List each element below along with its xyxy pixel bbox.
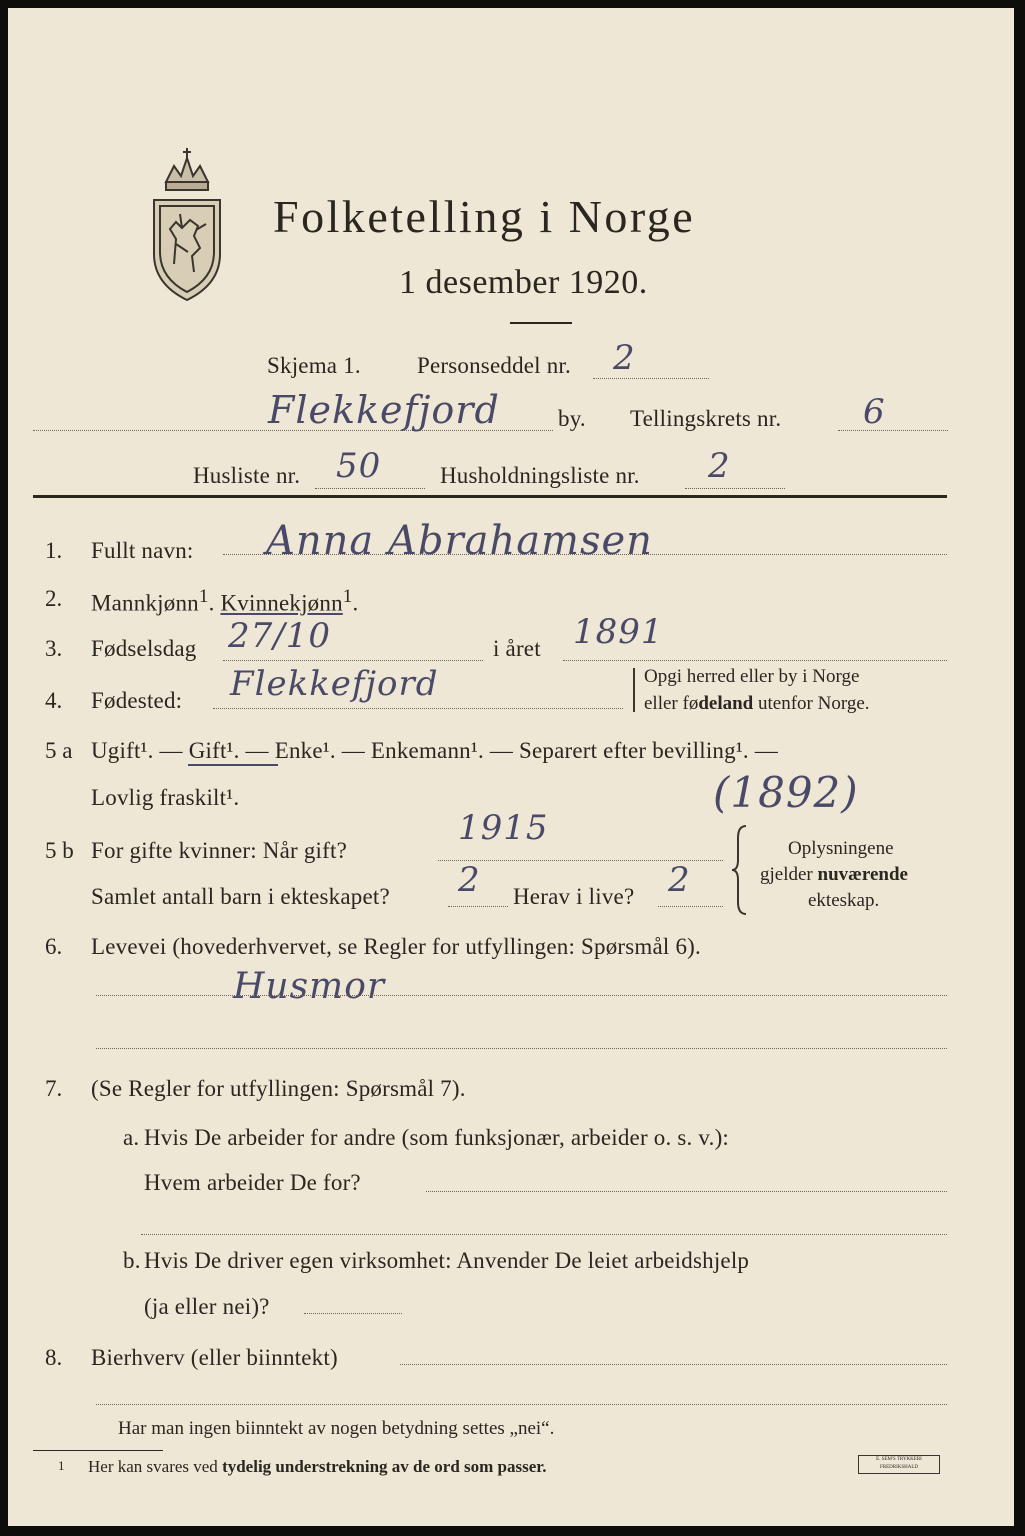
alive-label: Herav i live? — [513, 884, 635, 909]
marriage-note-2: gjelder nuværende — [760, 864, 908, 885]
birthplace-label: Fødested: — [91, 688, 183, 713]
census-form — [8, 8, 1014, 1526]
side-income-field[interactable] — [400, 1364, 947, 1365]
footnote-rule — [33, 1450, 163, 1451]
q3-number: 3. — [45, 636, 63, 661]
form-title: Folketelling i Norge — [273, 191, 696, 242]
personseddel-field[interactable]: 2 — [613, 338, 636, 378]
birthplace-note-1: Opgi herred eller by i Norge — [644, 666, 860, 687]
husliste-label: Husliste nr. — [193, 463, 301, 488]
title-divider — [510, 322, 572, 324]
q8-number: 8. — [45, 1345, 63, 1370]
q7-number: 7. — [45, 1076, 63, 1101]
birthplace-note-2: eller fødeland utenfor Norge. — [644, 693, 870, 714]
tellingskrets-label: Tellingskrets nr. — [630, 406, 782, 431]
birthday-field[interactable]: 27/10 — [228, 616, 331, 656]
q4-number: 4. — [45, 688, 63, 713]
male-option[interactable]: Mannkjønn — [91, 590, 199, 616]
occupation-field[interactable]: Husmor — [233, 966, 386, 1007]
marital-status-options-2[interactable]: Lovlig fraskilt¹. — [91, 785, 240, 810]
alive-field[interactable]: 2 — [668, 860, 691, 900]
by-label: by. — [558, 406, 586, 431]
q2-number: 2. — [45, 586, 63, 611]
husholdning-field[interactable]: 2 — [708, 446, 731, 486]
birthplace-note-brace — [633, 668, 638, 712]
birthday-label: Fødselsdag — [91, 636, 197, 661]
married-when-label: For gifte kvinner: Når gift? — [91, 838, 347, 863]
year-label: i året — [493, 636, 541, 661]
hired-help-label: (ja eller nei)? — [144, 1294, 270, 1319]
employer-extra-line[interactable] — [141, 1234, 947, 1235]
q7b-label: Hvis De driver egen virksomhet: Anvender De leiet arbeidshjelp — [144, 1248, 750, 1273]
q7b-letter: b. — [123, 1248, 141, 1273]
side-income-extra-line[interactable] — [96, 1404, 947, 1405]
header-rule — [33, 495, 947, 498]
full-name-label: Fullt navn: — [91, 538, 194, 563]
occupation-extra-line[interactable] — [96, 1048, 947, 1049]
q5b-number: 5 b — [45, 838, 74, 863]
footnote-number: 1 — [58, 1458, 65, 1473]
q6-number: 6. — [45, 934, 63, 959]
gender-options: Mannkjønn$^1$. Kvinnekjønn$^1$. — [91, 586, 359, 616]
employer-label: Hvem arbeider De for? — [144, 1170, 361, 1195]
marital-annotation: (1892) — [713, 768, 859, 817]
female-option[interactable]: Kvinnekjønn — [220, 590, 343, 616]
q5a-number: 5 a — [45, 738, 73, 763]
children-label: Samlet antall barn i ekteskapet? — [91, 884, 390, 909]
birthplace-field[interactable]: Flekkefjord — [230, 664, 439, 704]
marriage-note-1: Oplysningene — [788, 838, 894, 859]
coat-of-arms-icon — [146, 144, 228, 304]
q7a-letter: a. — [123, 1125, 140, 1150]
side-income-label: Bierhverv (eller biinntekt) — [91, 1345, 338, 1370]
q1-number: 1. — [45, 538, 63, 563]
husholdning-label: Husholdningsliste nr. — [440, 463, 640, 488]
married-year-field[interactable]: 1915 — [458, 808, 549, 848]
children-field[interactable]: 2 — [458, 860, 481, 900]
personseddel-label: Personseddel nr. — [417, 353, 571, 378]
q7-label: (Se Regler for utfyllingen: Spørsmål 7). — [91, 1076, 466, 1101]
printer-stamp: E. SEM'S TRYKKERI FREDRIKSHALD — [858, 1455, 940, 1474]
footnote-text: Her kan svares ved tydelig understrekning av de ord som passer. — [88, 1457, 547, 1476]
skjema-label: Skjema 1. — [267, 353, 361, 378]
marital-status-options[interactable]: Ugift¹. — Gift¹. — Enke¹. — Enkemann¹. — Separert efter bevilling¹. — — [91, 738, 779, 763]
marriage-note-brace — [730, 824, 752, 916]
full-name-field[interactable]: Anna Abrahamsen — [266, 518, 653, 564]
q7a-label: Hvis De arbeider for andre (som funksjonær, arbeider o. s. v.): — [144, 1125, 730, 1150]
gift-underline — [188, 764, 278, 766]
city-field[interactable]: Flekkefjord — [268, 388, 500, 432]
occupation-label: Levevei (hovederhvervet, se Regler for utfyllingen: Spørsmål 6). — [91, 934, 701, 959]
employer-field[interactable] — [426, 1191, 947, 1192]
census-date: 1 desember 1920. — [399, 264, 648, 301]
income-note: Har man ingen biinntekt av nogen betydning settes „nei“. — [118, 1418, 555, 1439]
marriage-note-3: ekteskap. — [808, 890, 880, 911]
birth-year-field[interactable]: 1891 — [573, 612, 664, 652]
hired-help-field[interactable] — [304, 1313, 402, 1314]
husliste-field[interactable]: 50 — [336, 446, 382, 486]
tellingskrets-field[interactable]: 6 — [863, 392, 886, 432]
